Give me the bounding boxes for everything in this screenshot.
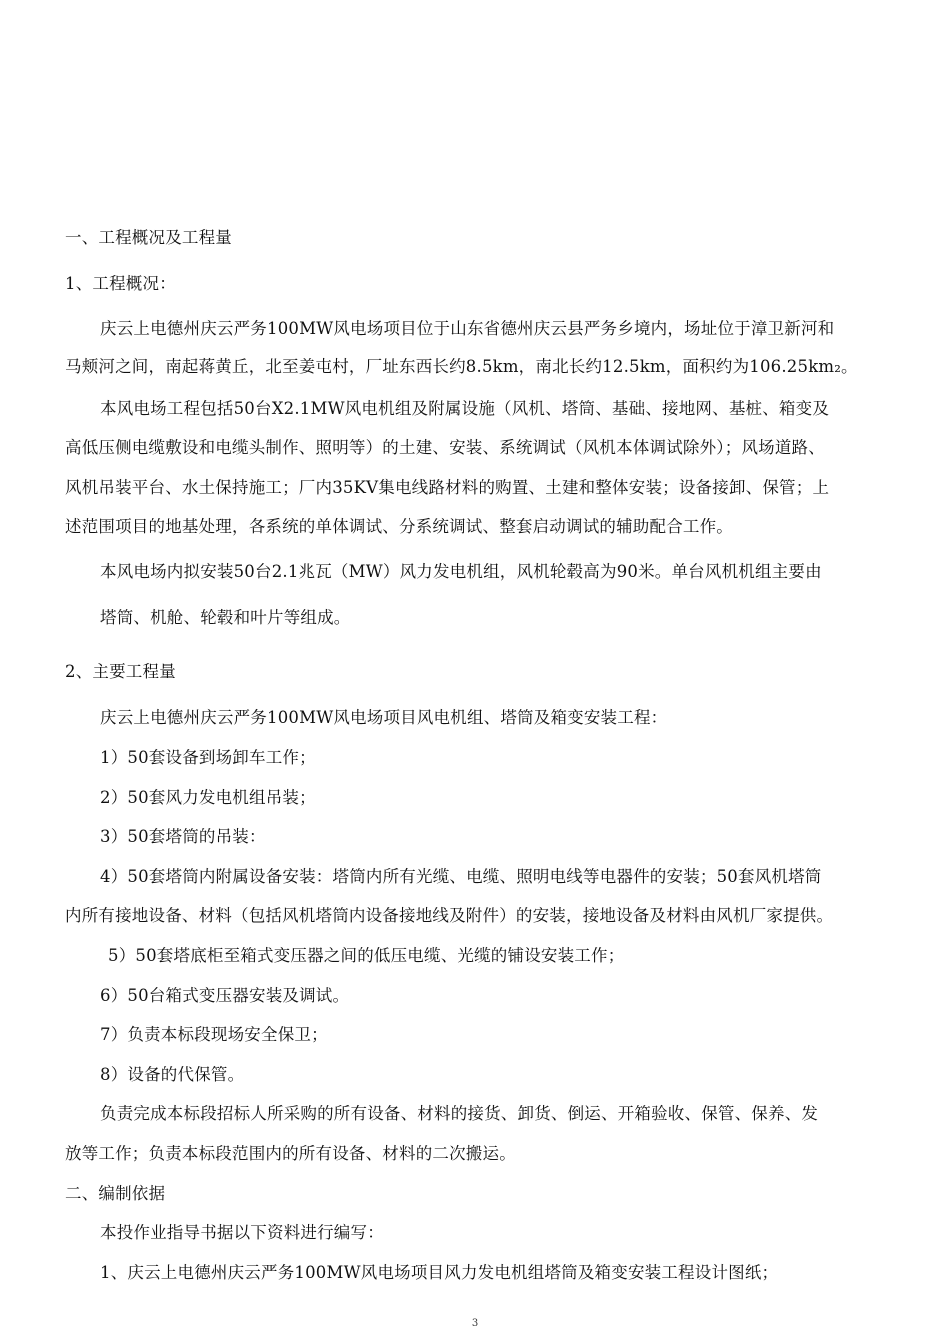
list-item: 8）设备的代保管。: [100, 1065, 245, 1084]
paragraph-line: 本投作业指导书据以下资料进行编写：: [100, 1223, 384, 1242]
list-item: 1、庆云上电德州庆云严务100MW风电场项目风力发电机组塔筒及箱变安装工程设计图纸；: [100, 1263, 779, 1282]
list-item: 1）50套设备到场卸车工作；: [100, 748, 316, 767]
list-item: 2）50套风力发电机组吊装；: [100, 788, 316, 807]
list-item-continuation: 内所有接地设备、材料（包括风机塔筒内设备接地线及附件）的安装，接地设备及材料由风机厂家提供。: [65, 906, 834, 925]
paragraph-line: 本风电场内拟安装50台2.1兆瓦（MW）风力发电机组，风机轮毂高为90米。单台风机机组主要由: [100, 562, 822, 581]
list-item: 5）50套塔底柜至箱式变压器之间的低压电缆、光缆的铺设安装工作；: [108, 946, 625, 965]
paragraph-line: 马颊河之间，南起蒋黄丘，北至姜屯村，厂址东西长约8.5km，南北长约12.5km，面积约为106.25km₂。: [65, 357, 858, 376]
paragraph-line: 述范围项目的地基处理，各系统的单体调试、分系统调试、整套启动调试的辅助配合工作。: [65, 517, 733, 536]
paragraph-line: 风机吊装平台、水土保持施工；厂内35KV集电线路材料的购置、土建和整体安装；设备接卸、保管；上: [65, 478, 830, 497]
subsection-heading-quantities: 2、主要工程量: [65, 662, 176, 681]
list-item: 6）50台箱式变压器安装及调试。: [100, 986, 350, 1005]
list-item: 3）50套塔筒的吊装：: [100, 827, 266, 846]
paragraph-line: 放等工作；负责本标段范围内的所有设备、材料的二次搬运。: [65, 1144, 516, 1163]
paragraph-line: 负责完成本标段招标人所采购的所有设备、材料的接货、卸货、倒运、开箱验收、保管、保养、发: [100, 1104, 819, 1123]
paragraph-line: 庆云上电德州庆云严务100MW风电场项目位于山东省德州庆云县严务乡境内，场址位于漳卫新河和: [100, 319, 835, 338]
list-item: 7）负责本标段现场安全保卫；: [100, 1025, 328, 1044]
section-heading-basis: 二、编制依据: [65, 1184, 166, 1203]
page-number: 3: [471, 1318, 479, 1329]
paragraph-line: 本风电场工程包括50台X2.1MW风电机组及附属设施（风机、塔筒、基础、接地网、基桩、箱变及: [100, 399, 830, 418]
subsection-heading-overview: 1、工程概况：: [65, 274, 176, 293]
section-heading-overview: 一、工程概况及工程量: [65, 228, 232, 247]
paragraph-line: 庆云上电德州庆云严务100MW风电场项目风电机组、塔筒及箱变安装工程：: [100, 708, 668, 727]
paragraph-line: 塔筒、机舱、轮毂和叶片等组成。: [100, 608, 351, 627]
paragraph-line: 高低压侧电缆敷设和电缆头制作、照明等）的土建、安装、系统调试（风机本体调试除外）；风场道路、: [65, 438, 825, 457]
list-item: 4）50套塔筒内附属设备安装：塔筒内所有光缆、电缆、照明电线等电器件的安装；50套风机塔筒: [100, 867, 822, 886]
